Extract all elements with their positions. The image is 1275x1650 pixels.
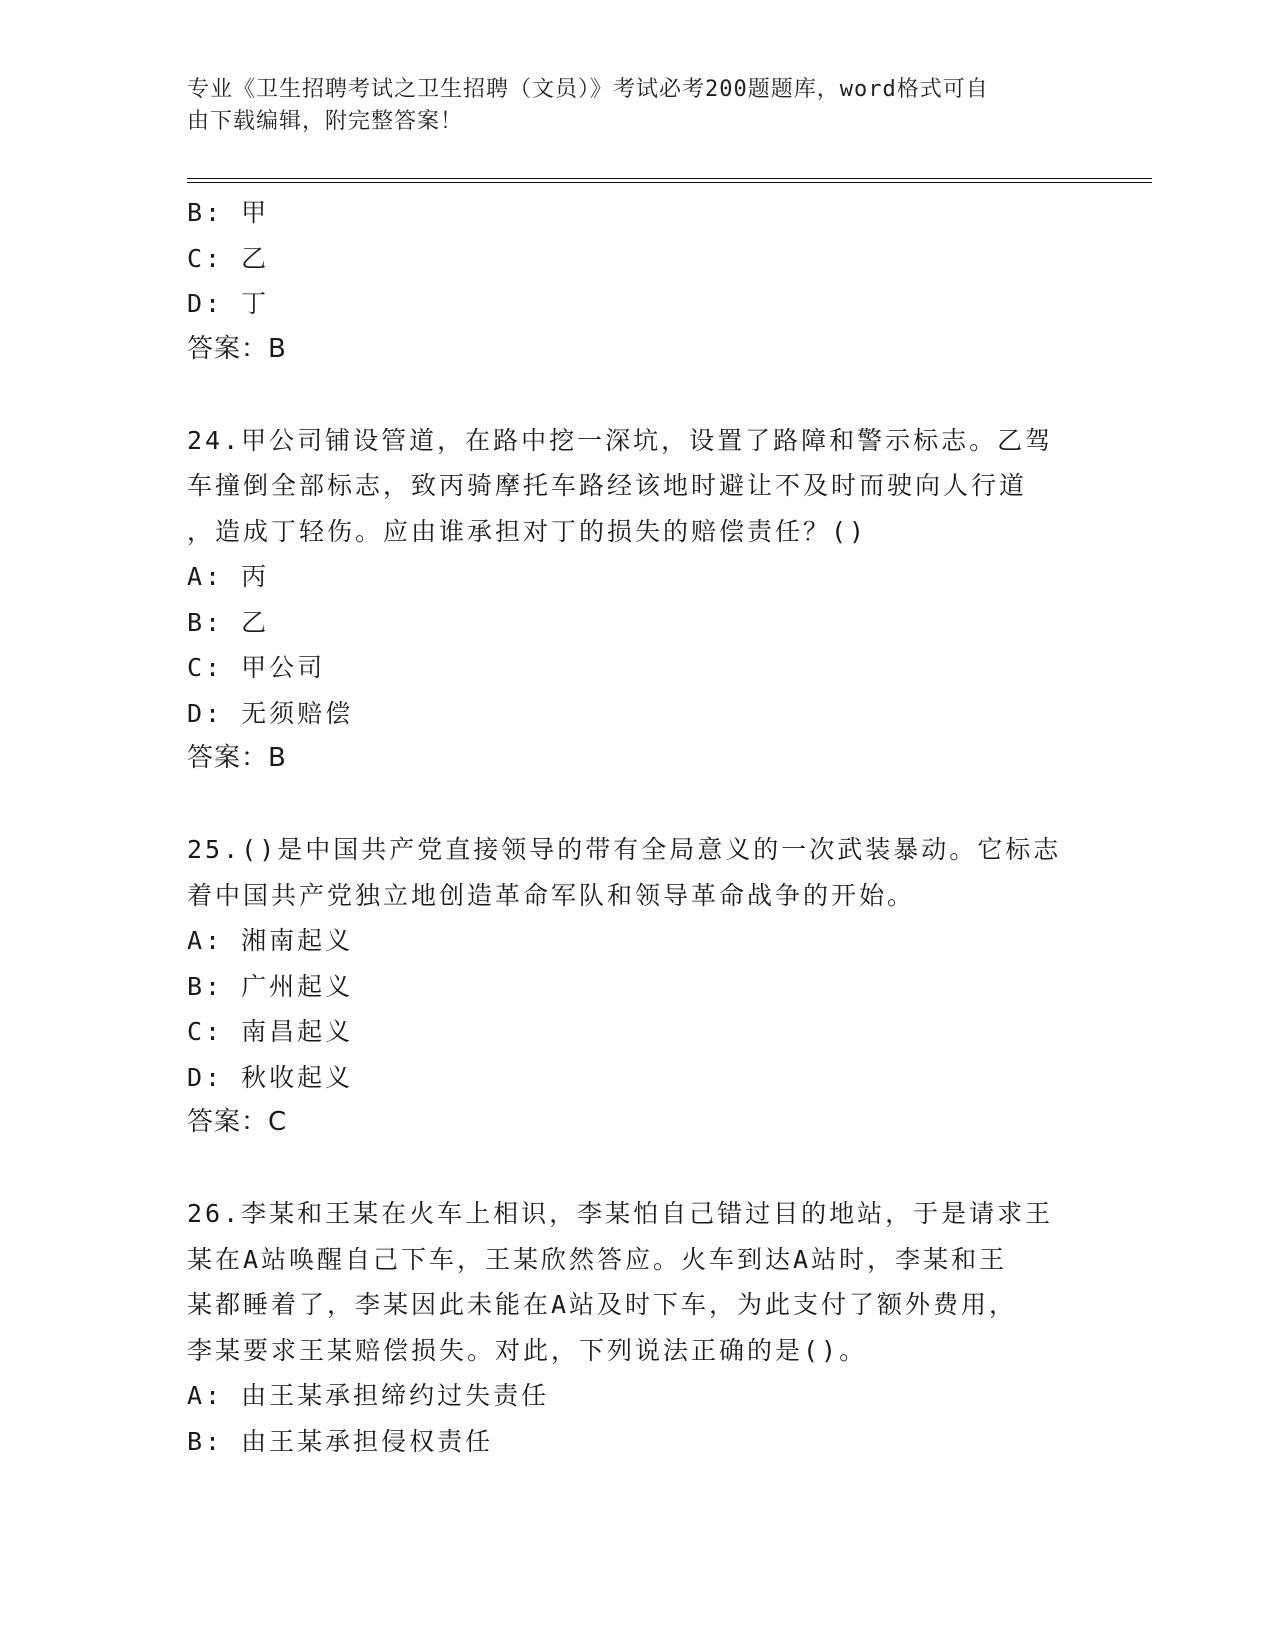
answer-line: 答案：B xyxy=(187,333,287,364)
question-text-line: 某在A站唤醒自己下车，王某欣然答应。火车到达A站时，李某和王 xyxy=(187,1244,1008,1274)
option-b: B: 由王某承担侵权责任 xyxy=(187,1426,494,1456)
option-d: D: 无须赔偿 xyxy=(187,698,354,728)
question-text-line: 车撞倒全部标志，致丙骑摩托车路经该地时避让不及时而驶向人行道 xyxy=(187,471,1028,500)
option-c: C: 甲公司 xyxy=(187,653,326,682)
option-d: D: 秋收起义 xyxy=(187,1062,354,1092)
option-b: B: 乙 xyxy=(187,607,270,637)
question-text-line: 着中国共产党独立地创造革命军队和领导革命战争的开始。 xyxy=(187,880,916,910)
question-text-line: ，造成丁轻伤。应由谁承担对丁的损失的赔偿责任？() xyxy=(187,516,868,546)
header-line-1: 专业《卫生招聘考试之卫生招聘（文员）》考试必考200题题库，word格式可自 xyxy=(187,77,989,102)
option-a: A: 湘南起义 xyxy=(187,926,354,955)
option-a: A: 由王某承担缔约过失责任 xyxy=(187,1381,550,1410)
spacer xyxy=(187,782,1087,828)
option-b: B: 甲 xyxy=(187,198,270,227)
header-rule-bottom xyxy=(187,182,1152,183)
option-c: C: 南昌起义 xyxy=(187,1017,354,1046)
question-block-25 xyxy=(187,827,1087,1146)
header-rule-top xyxy=(187,178,1152,179)
question-text-line: 某都睡着了，李某因此未能在A站及时下车，为此支付了额外费用， xyxy=(187,1290,1018,1319)
question-text-line: 24.甲公司铺设管道，在路中挖一深坑，设置了路障和警示标志。乙驾 xyxy=(187,425,1054,455)
question-text-line: 25.()是中国共产党直接领导的带有全局意义的一次武装暴动。它标志 xyxy=(187,835,1062,864)
question-block-26 xyxy=(187,1191,1087,1464)
question-text-line: 26.李某和王某在火车上相识，李某怕自己错过目的地站，于是请求王 xyxy=(187,1199,1054,1228)
spacer xyxy=(187,1146,1087,1192)
answer-line: 答案：B xyxy=(187,743,287,773)
header-line-2: 由下载编辑，附完整答案！ xyxy=(187,109,464,134)
option-b: B: 广州起义 xyxy=(187,971,354,1001)
question-block-24 xyxy=(187,418,1087,782)
question-list xyxy=(187,190,1087,1464)
answer-line: 答案：C xyxy=(187,1107,288,1137)
option-a: A: 丙 xyxy=(187,562,270,591)
question-text-line: 李某要求王某赔偿损失。对此，下列说法正确的是()。 xyxy=(187,1335,868,1365)
option-d: D: 丁 xyxy=(187,289,270,318)
spacer xyxy=(187,372,1087,418)
document-header xyxy=(187,74,1067,138)
question-block-prev xyxy=(187,190,1087,372)
option-c: C: 乙 xyxy=(187,243,270,273)
